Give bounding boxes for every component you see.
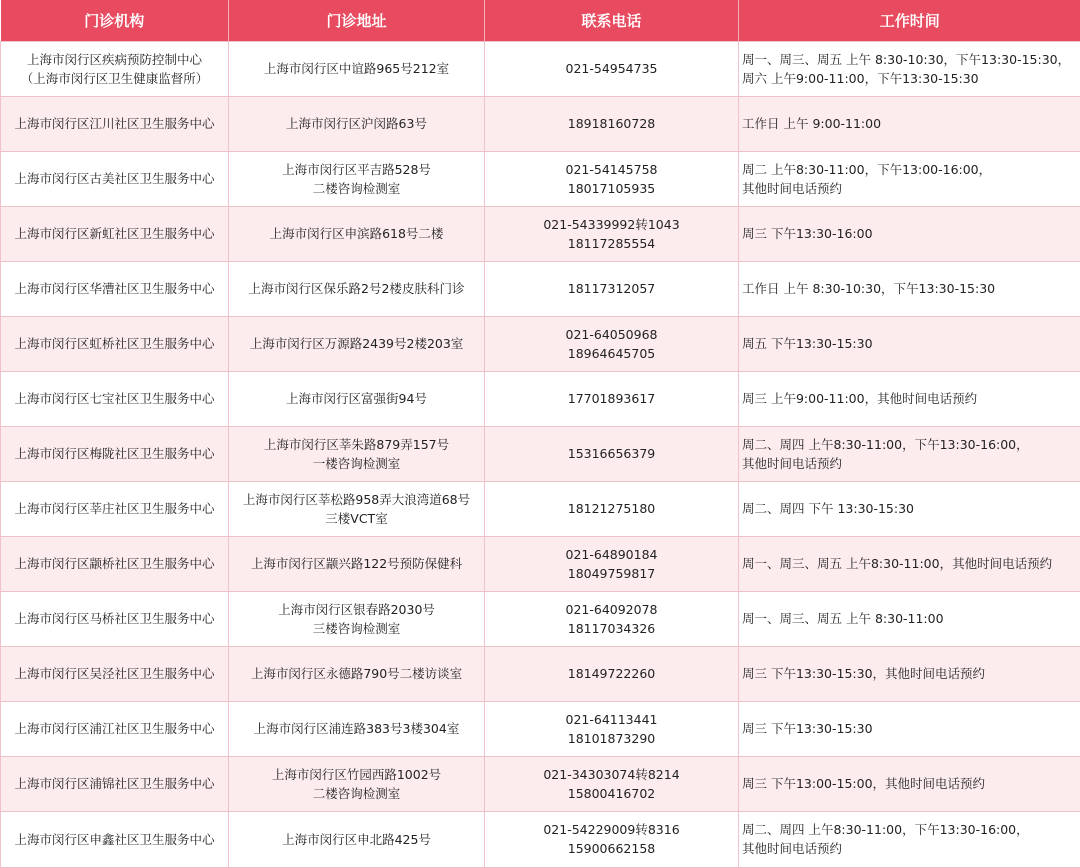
table-row	[1, 261, 1080, 316]
clinic-name: 上海市闵行区新虹社区卫生服务中心	[1, 206, 229, 261]
clinic-hours: 周一、周三、周五 上午 8:30-11:00	[739, 591, 1080, 646]
table-row	[1, 96, 1080, 151]
table-row	[1, 371, 1080, 426]
clinic-phone: 021-64092078 18117034326	[485, 591, 739, 646]
clinic-name: 上海市闵行区华漕社区卫生服务中心	[1, 261, 229, 316]
clinic-hours: 周三 下午13:00-15:00，其他时间电话预约	[739, 756, 1080, 811]
header-address: 门诊地址	[229, 0, 485, 41]
clinic-address: 上海市闵行区永德路790号二楼访谈室	[229, 646, 485, 701]
clinic-name: 上海市闵行区马桥社区卫生服务中心	[1, 591, 229, 646]
clinic-address: 上海市闵行区竹园西路1002号 二楼咨询检测室	[229, 756, 485, 811]
header-hours: 工作时间	[739, 0, 1080, 41]
clinic-name: 上海市闵行区江川社区卫生服务中心	[1, 96, 229, 151]
clinic-name: 上海市闵行区颛桥社区卫生服务中心	[1, 536, 229, 591]
clinic-hours: 周二、周四 上午8:30-11:00，下午13:30-16:00， 其他时间电话预约	[739, 811, 1080, 867]
clinic-phone: 021-64113441 18101873290	[485, 701, 739, 756]
clinic-address: 上海市闵行区银春路2030号 三楼咨询检测室	[229, 591, 485, 646]
clinic-phone: 021-64050968 18964645705	[485, 316, 739, 371]
table-row	[1, 811, 1080, 867]
clinic-phone: 021-54954735	[485, 41, 739, 96]
clinic-address: 上海市闵行区保乐路2号2楼皮肤科门诊	[229, 261, 485, 316]
clinic-name: 上海市闵行区申鑫社区卫生服务中心	[1, 811, 229, 867]
clinic-address: 上海市闵行区浦连路383号3楼304室	[229, 701, 485, 756]
clinic-address: 上海市闵行区平吉路528号 二楼咨询检测室	[229, 151, 485, 206]
header-row	[1, 0, 1080, 41]
clinic-hours: 工作日 上午 9:00-11:00	[739, 96, 1080, 151]
clinic-address: 上海市闵行区莘朱路879弄157号 一楼咨询检测室	[229, 426, 485, 481]
clinic-hours: 周二 上午8:30-11:00，下午13:00-16:00， 其他时间电话预约	[739, 151, 1080, 206]
clinic-hours: 周二、周四 上午8:30-11:00，下午13:30-16:00， 其他时间电话预约	[739, 426, 1080, 481]
clinic-phone: 18149722260	[485, 646, 739, 701]
clinic-name: 上海市闵行区浦江社区卫生服务中心	[1, 701, 229, 756]
clinic-name: 上海市闵行区梅陇社区卫生服务中心	[1, 426, 229, 481]
clinic-name: 上海市闵行区莘庄社区卫生服务中心	[1, 481, 229, 536]
clinic-name: 上海市闵行区虹桥社区卫生服务中心	[1, 316, 229, 371]
table-row	[1, 41, 1080, 96]
clinic-phone: 021-54339992转1043 18117285554	[485, 206, 739, 261]
clinic-hours: 周三 下午13:30-16:00	[739, 206, 1080, 261]
table-row	[1, 481, 1080, 536]
clinic-hours: 周二、周四 下午 13:30-15:30	[739, 481, 1080, 536]
clinic-hours: 周五 下午13:30-15:30	[739, 316, 1080, 371]
clinic-name: 上海市闵行区浦锦社区卫生服务中心	[1, 756, 229, 811]
clinic-address: 上海市闵行区万源路2439号2楼203室	[229, 316, 485, 371]
clinic-address: 上海市闵行区申滨路618号二楼	[229, 206, 485, 261]
clinic-address: 上海市闵行区沪闵路63号	[229, 96, 485, 151]
clinic-phone: 15316656379	[485, 426, 739, 481]
clinic-hours: 周三 下午13:30-15:30	[739, 701, 1080, 756]
table-row	[1, 536, 1080, 591]
table-row	[1, 206, 1080, 261]
clinic-name: 上海市闵行区疾病预防控制中心 （上海市闵行区卫生健康监督所）	[1, 41, 229, 96]
table-row	[1, 646, 1080, 701]
clinic-phone: 18918160728	[485, 96, 739, 151]
table-row	[1, 591, 1080, 646]
clinic-hours: 周三 上午9:00-11:00，其他时间电话预约	[739, 371, 1080, 426]
clinic-address: 上海市闵行区颛兴路122号预防保健科	[229, 536, 485, 591]
clinic-address: 上海市闵行区申北路425号	[229, 811, 485, 867]
clinic-hours: 工作日 上午 8:30-10:30，下午13:30-15:30	[739, 261, 1080, 316]
clinic-phone: 021-34303074转8214 15800416702	[485, 756, 739, 811]
clinic-address: 上海市闵行区中谊路965号212室	[229, 41, 485, 96]
clinic-name: 上海市闵行区七宝社区卫生服务中心	[1, 371, 229, 426]
table-row	[1, 701, 1080, 756]
clinic-hours: 周一、周三、周五 上午 8:30-10:30，下午13:30-15:30， 周六 上午9:00-11:00，下午13:30-15:30	[739, 41, 1080, 96]
header-phone: 联系电话	[485, 0, 739, 41]
clinic-hours: 周三 下午13:30-15:30，其他时间电话预约	[739, 646, 1080, 701]
clinic-name: 上海市闵行区吴泾社区卫生服务中心	[1, 646, 229, 701]
clinic-address: 上海市闵行区富强街94号	[229, 371, 485, 426]
clinic-phone: 021-54229009转8316 15900662158	[485, 811, 739, 867]
clinic-phone: 021-54145758 18017105935	[485, 151, 739, 206]
header-institution: 门诊机构	[1, 0, 229, 41]
table-row	[1, 426, 1080, 481]
clinic-phone: 18117312057	[485, 261, 739, 316]
table-row	[1, 151, 1080, 206]
table-body	[1, 41, 1080, 867]
table-row	[1, 756, 1080, 811]
clinic-phone: 17701893617	[485, 371, 739, 426]
clinic-phone: 021-64890184 18049759817	[485, 536, 739, 591]
table-header	[1, 0, 1080, 41]
clinic-hours: 周一、周三、周五 上午8:30-11:00，其他时间电话预约	[739, 536, 1080, 591]
clinic-address: 上海市闵行区莘松路958弄大浪湾道68号 三楼VCT室	[229, 481, 485, 536]
clinic-phone: 18121275180	[485, 481, 739, 536]
clinic-name: 上海市闵行区古美社区卫生服务中心	[1, 151, 229, 206]
table-row	[1, 316, 1080, 371]
